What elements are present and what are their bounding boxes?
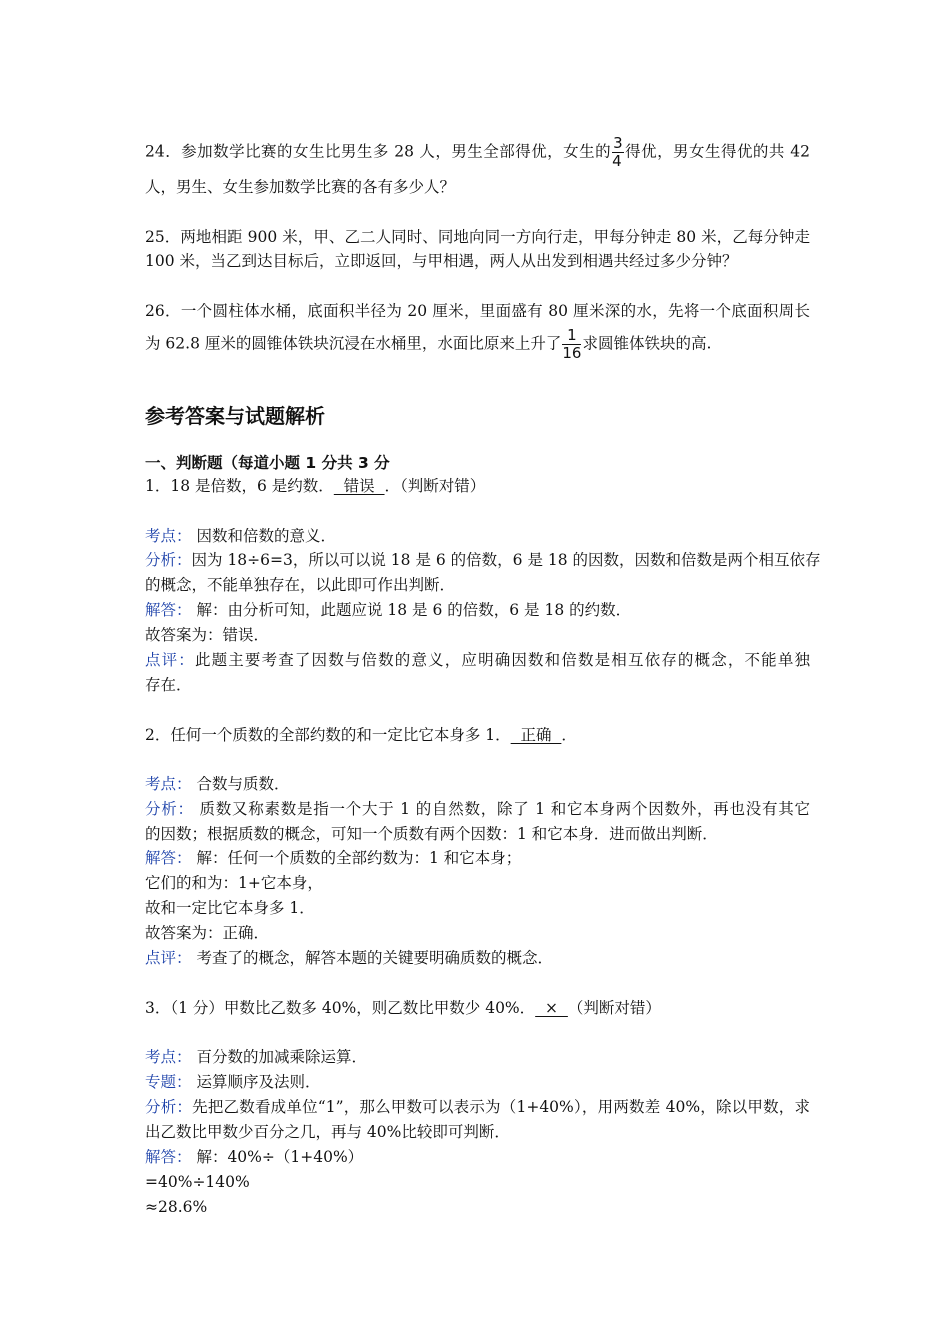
p2-answer: 故答案为：正确． [145, 924, 270, 942]
jieda-text: 解：40%÷（1+40%） [191, 1148, 364, 1166]
q26-line1: 26．一个圆柱体水桶，底面积半径为 20 厘米，里面盛有 80 厘米深的水，先将一个底面积周长 [145, 302, 810, 320]
p2-jieda [145, 848, 810, 868]
p1-fenxi-line1 [145, 550, 821, 570]
fenxi-text: 先把乙数看成单位“1”，那么甲数可以表示为（1+40%），用两数差 40%，除以甲数，求 [192, 1098, 810, 1116]
q24-line1 [145, 136, 810, 169]
kaodian-text: 百分数的加减乘除运算． [191, 1048, 367, 1066]
answers-heading: 参考答案与试题解析 [145, 404, 325, 428]
fraction-one-sixteenth [562, 328, 581, 361]
fenxi-label: 分析： [145, 800, 194, 818]
zhuanti-label: 专题： [145, 1073, 192, 1091]
p3-calc-step1: =40%÷140% [145, 1173, 250, 1191]
p2-stem [145, 725, 810, 745]
dianping-text: 考查了的概念，解答本题的关键要明确质数的概念． [191, 949, 553, 967]
p1-stem-text: 1．18 是倍数，6 是约数． [145, 477, 334, 495]
p1-dianping-line1 [145, 650, 810, 670]
p1-stem-suffix: ．（判断对错） [384, 477, 486, 495]
p2-fenxi-line1 [145, 799, 810, 819]
q26-text-b: 求圆锥体铁块的高. [582, 334, 712, 353]
p2-kaodian [145, 774, 810, 794]
q26-text-a: 为 62.8 厘米的圆锥体铁块沉浸在水桶里，水面比原来上升了 [145, 334, 562, 353]
fenxi-text: 质数又称素数是指一个大于 1 的自然数，除了 1 和它本身两个因数外，再也没有其它 [193, 800, 810, 818]
p3-stem-text: 3．（1 分）甲数比乙数多 40%，则乙数比甲数少 40%． [145, 999, 536, 1017]
p3-stem [145, 998, 810, 1018]
jieda-text: 解：任何一个质数的全部约数为：1 和它本身； [191, 849, 522, 867]
fraction-three-quarters [612, 136, 624, 169]
p3-zhuanti [145, 1072, 810, 1092]
zhuanti-text: 运算顺序及法则． [191, 1073, 321, 1091]
p2-step2: 故和一定比它本身多 1． [145, 899, 315, 917]
p3-fenxi-line2: 出乙数比甲数少百分之几，再与 40%比较即可判断． [145, 1123, 510, 1141]
p2-step1: 它们的和为：1+它本身， [145, 874, 323, 892]
dianping-label: 点评： [145, 651, 195, 669]
p3-calc-step2: ≈28.6% [145, 1198, 208, 1216]
q25-line1: 25．两地相距 900 米，甲、乙二人同时、同地向同一方向行走，甲每分钟走 80 米，乙每分钟走 [145, 228, 810, 246]
p2-stem-suffix: ． [561, 726, 577, 744]
p3-stem-suffix: （判断对错） [567, 999, 661, 1017]
jieda-label: 解答： [145, 849, 192, 867]
kaodian-text: 因数和倍数的意义． [191, 527, 336, 545]
fraction-numerator: 1 [562, 328, 581, 345]
q24-text-b: 得优，男女生得优的共 42 [624, 142, 810, 161]
fenxi-text: 因为 18÷6=3，所以可以说 18 是 6 的倍数，6 是 18 的因数，因数和倍数是两个相互依存 [191, 551, 821, 569]
jieda-text: 解：由分析可知，此题应说 18 是 6 的倍数，6 是 18 的约数． [191, 601, 632, 619]
fraction-denominator: 4 [612, 152, 622, 170]
fraction-denominator: 16 [562, 344, 582, 362]
q24-line2: 人，男生、女生参加数学比赛的各有多少人？ [145, 178, 456, 196]
p3-jieda [145, 1147, 810, 1167]
q25-line2: 100 米，当乙到达目标后，立即返回，与甲相遇，两人从出发到相遇共经过多少分钟？ [145, 252, 738, 270]
p1-jieda [145, 600, 810, 620]
p3-answer-blank: × [535, 999, 568, 1017]
dianping-text: 此题主要考查了因数与倍数的意义，应明确因数和倍数是相互依存的概念，不能单独 [194, 651, 810, 669]
dianping-label: 点评： [145, 949, 192, 967]
p1-dianping-line2: 存在． [145, 676, 192, 694]
kaodian-label: 考点： [145, 1048, 192, 1066]
kaodian-label: 考点： [145, 775, 192, 793]
fenxi-label: 分析： [145, 1098, 193, 1116]
p1-fenxi-line2: 的概念，不能单独存在，以此即可作出判断． [145, 576, 456, 594]
p2-dianping [145, 948, 810, 968]
p3-kaodian [145, 1047, 810, 1067]
kaodian-label: 考点： [145, 527, 192, 545]
p1-answer-blank: 错误 [333, 477, 385, 495]
jieda-label: 解答： [145, 601, 192, 619]
p2-answer-blank: 正确 [510, 726, 562, 744]
section-heading: 一、判断题（每道小题 1 分共 3 分 [145, 454, 390, 472]
fraction-numerator: 3 [613, 134, 623, 152]
q26-line2 [145, 328, 810, 361]
p2-stem-text: 2．任何一个质数的全部约数的和一定比它本身多 1． [145, 726, 511, 744]
p1-answer: 故答案为：错误． [145, 626, 270, 644]
kaodian-text: 合数与质数． [191, 775, 290, 793]
p1-stem [145, 476, 810, 496]
q24-text-a: 24．参加数学比赛的女生比男生多 28 人，男生全部得优，女生的 [145, 142, 612, 161]
jieda-label: 解答： [145, 1148, 192, 1166]
p2-fenxi-line2: 的因数；根据质数的概念，可知一个质数有两个因数：1 和它本身．进而做出判断． [145, 825, 718, 843]
p1-kaodian [145, 526, 810, 546]
fenxi-label: 分析： [145, 551, 192, 569]
p3-fenxi-line1 [145, 1097, 810, 1117]
